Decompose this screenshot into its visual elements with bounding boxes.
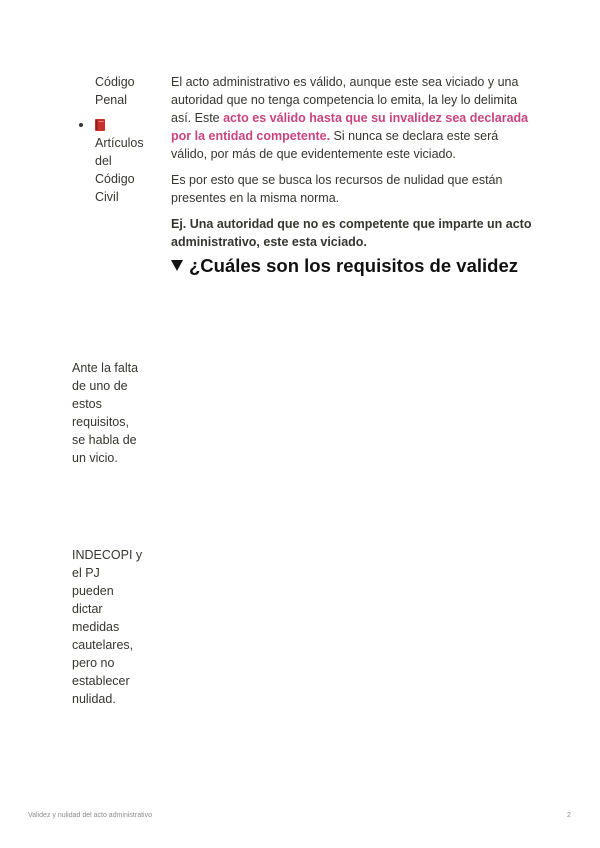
text-line: El acto administrativo es válido, aunque este sea viciado y una	[171, 75, 519, 89]
book-icon	[95, 119, 105, 131]
note-line: medidas	[72, 620, 120, 634]
sidebar-text-line: Civil	[95, 190, 119, 204]
text-line: autoridad que no tenga competencia lo emita, la ley lo delimita	[171, 93, 518, 107]
note-line: INDECOPI y	[72, 548, 143, 562]
sidebar-item-codigo-civil[interactable]	[79, 117, 159, 206]
main-content	[171, 73, 541, 251]
note-line: un vicio.	[72, 451, 118, 465]
sidebar-text-line: Artículos	[95, 136, 144, 150]
note-line: pero no	[72, 656, 115, 670]
note-line: se habla de	[72, 433, 137, 447]
bullet-point	[79, 123, 83, 127]
text-line: administrativo, este esta viciado.	[171, 235, 367, 249]
footer-title: Validez y nulidad del acto administrativo	[28, 812, 152, 819]
highlight-text: acto es válido hasta que su invalidez sea declarada	[223, 111, 529, 125]
example-paragraph	[171, 215, 541, 251]
note-line: cautelares,	[72, 638, 134, 652]
toggle-triangle-icon[interactable]	[171, 260, 183, 271]
sidebar-text-line: Penal	[95, 93, 127, 107]
note-line: pueden	[72, 584, 114, 598]
text-line: así. Este	[171, 111, 224, 125]
note-line: requisitos,	[72, 415, 129, 429]
text-line: Ej. Una autoridad que no es competente que imparte un acto	[171, 217, 532, 231]
text-line: presentes en la misma norma.	[171, 191, 340, 205]
note-line: el PJ	[72, 566, 100, 580]
sidebar-text-line: del	[95, 154, 112, 168]
note-line: establecer	[72, 674, 130, 688]
sidebar-text-line: Código	[95, 172, 135, 186]
text-line: Es por esto que se busca los recursos de nulidad que están	[171, 173, 503, 187]
note-line: de uno de	[72, 379, 128, 393]
page-number: 2	[567, 812, 571, 819]
paragraph-validity	[171, 73, 541, 163]
note-line: dictar	[72, 602, 103, 616]
note-line: Ante la falta	[72, 361, 139, 375]
sidebar-note-indecopi	[72, 546, 152, 708]
highlight-text: por la entidad competente.	[171, 129, 331, 143]
text-line: válido, por más de que evidentemente este viciado.	[171, 147, 456, 161]
sidebar-note-vicio	[72, 359, 152, 467]
sidebar-text-line: Código	[95, 75, 135, 89]
toggle-requisitos-validez[interactable]	[171, 254, 518, 278]
text-line: Si nunca se declara este será	[330, 129, 499, 143]
paragraph-nulidad	[171, 171, 541, 207]
sidebar-item-codigo-penal	[95, 73, 155, 109]
toggle-heading-text: ¿Cuáles son los requisitos de validez	[189, 255, 518, 276]
book-icon-line	[95, 117, 159, 134]
note-line: estos	[72, 397, 102, 411]
note-line: nulidad.	[72, 692, 116, 706]
